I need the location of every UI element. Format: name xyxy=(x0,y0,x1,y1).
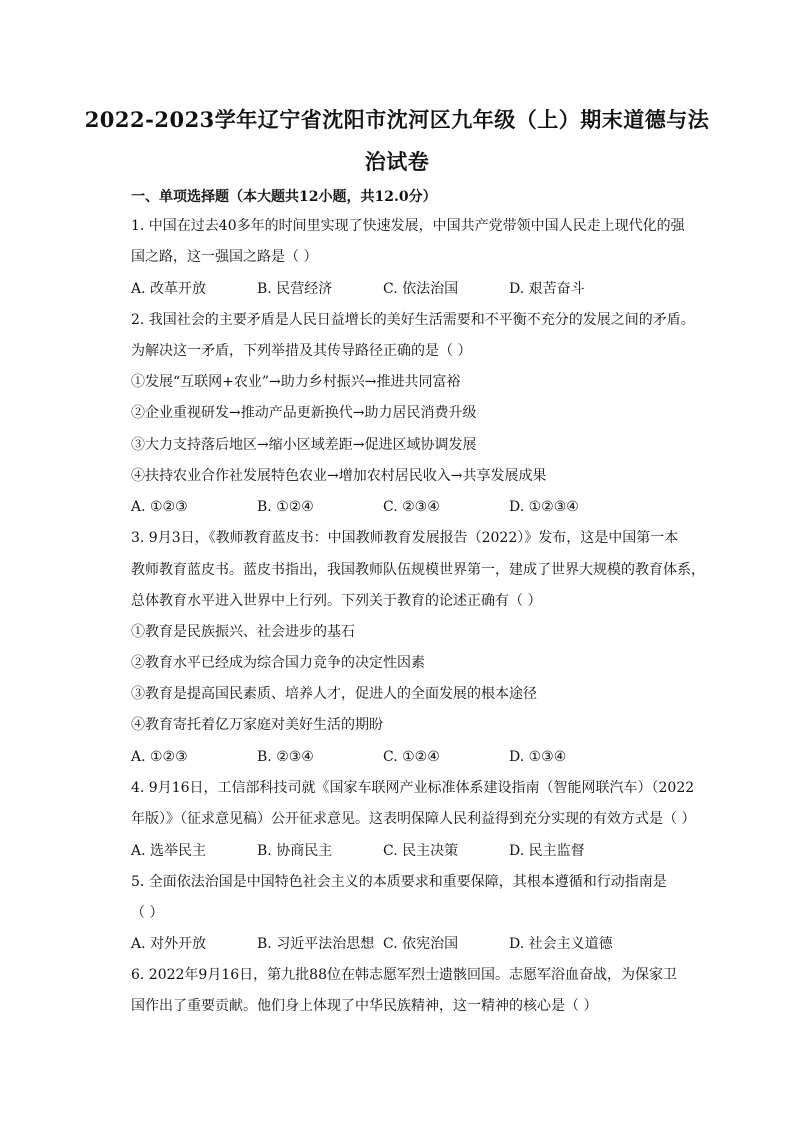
question-4-option-c: C. 民主决策 xyxy=(383,843,459,859)
question-2-line-1: 2. 我国社会的主要矛盾是人民日益增长的美好生活需要和不平衡不充分的发展之间的矛盾。 xyxy=(131,312,695,328)
exam-title-line-2: 治试卷 xyxy=(364,149,430,174)
question-3-statement-4: ④教育寄托着亿万家庭对美好生活的期盼 xyxy=(131,717,383,733)
question-6-line-1: 6. 2022年9月16日，第九批88位在韩志愿军烈士遗骸回国。志愿军浴血奋战，为保家卫 xyxy=(131,967,677,983)
question-1-option-a: A. 改革开放 xyxy=(131,281,207,297)
question-3-option-d: D. ①③④ xyxy=(509,749,567,765)
question-1-option-b: B. 民营经济 xyxy=(257,281,333,297)
question-1-line-1: 1. 中国在过去40多年的时间里实现了快速发展，中国共产党带领中国人民走上现代化的强 xyxy=(131,218,685,234)
question-2-statement-2: ②企业重视研发→推动产品更新换代→助力居民消费升级 xyxy=(131,405,477,421)
question-3-option-c: C. ①②④ xyxy=(383,749,440,765)
question-1-option-c: C. 依法治国 xyxy=(383,281,459,297)
question-2-option-b: B. ①②④ xyxy=(257,499,314,515)
section-heading: 一、单项选择题（本大题共12小题，共12.0分） xyxy=(131,189,437,205)
question-6-line-2: 国作出了重要贡献。他们身上体现了中华民族精神，这一精神的核心是（ ） xyxy=(131,998,598,1014)
question-1-line-2: 国之路，这一强国之路是（ ） xyxy=(131,249,318,265)
question-5-option-c: C. 依宪治国 xyxy=(383,936,459,952)
question-3-statement-1: ①教育是民族振兴、社会进步的基石 xyxy=(131,624,355,640)
question-4-line-2: 年版）》（征求意见稿）公开征求意见。这表明保障人民利益得到充分实现的有效方式是（ ） xyxy=(131,811,696,827)
question-2-statement-3: ③大力支持落后地区→缩小区域差距→促进区域协调发展 xyxy=(131,437,477,453)
question-2-option-a: A. ①②③ xyxy=(131,499,188,515)
question-4-option-a: A. 选举民主 xyxy=(131,843,207,859)
question-5-option-b: B. 习近平法治思想 xyxy=(257,936,375,952)
question-3-line-1: 3. 9月3日，《教师教育蓝皮书：中国教师教育发展报告（2022）》发布，这是中国第一本 xyxy=(131,530,679,546)
question-3-option-b: B. ②③④ xyxy=(257,749,314,765)
question-2-statement-4: ④扶持农业合作社发展特色农业→增加农村居民收入→共享发展成果 xyxy=(131,468,547,484)
question-5-option-d: D. 社会主义道德 xyxy=(509,936,613,952)
question-5-line-2: （ ） xyxy=(131,905,164,921)
exam-title-line-1: 2022-2023学年辽宁省沈阳市沈河区九年级（上）期末道德与法 xyxy=(84,107,710,132)
question-3-statement-3: ③教育是提高国民素质、培养人才，促进人的全面发展的根本途径 xyxy=(131,686,537,702)
question-1-option-d: D. 艰苦奋斗 xyxy=(509,281,585,297)
question-3-line-2: 教师教育蓝皮书。蓝皮书指出，我国教师队伍规模世界第一，建成了世界大规模的教育体系， xyxy=(131,562,705,578)
question-4-line-1: 4. 9月16日，工信部科技司就《国家车联网产业标准体系建设指南（智能网联汽车）（2022 xyxy=(131,780,695,796)
question-4-option-b: B. 协商民主 xyxy=(257,843,333,859)
question-2-option-d: D. ①②③④ xyxy=(509,499,579,515)
question-2-option-c: C. ②③④ xyxy=(383,499,440,515)
question-4-option-d: D. 民主监督 xyxy=(509,843,585,859)
question-3-statement-2: ②教育水平已经成为综合国力竞争的决定性因素 xyxy=(131,655,425,671)
question-5-line-1: 5. 全面依法治国是中国特色社会主义的本质要求和重要保障，其根本遵循和行动指南是 xyxy=(131,874,667,890)
question-3-line-3: 总体教育水平进入世界中上行列。下列关于教育的论述正确有（ ） xyxy=(131,593,542,609)
question-2-line-2: 为解决这一矛盾，下列举措及其传导路径正确的是（ ） xyxy=(131,343,472,359)
question-5-option-a: A. 对外开放 xyxy=(131,936,207,952)
question-2-statement-1: ①发展“互联网+农业”→助力乡村振兴→推进共同富裕 xyxy=(131,374,461,390)
question-3-option-a: A. ①②③ xyxy=(131,749,188,765)
